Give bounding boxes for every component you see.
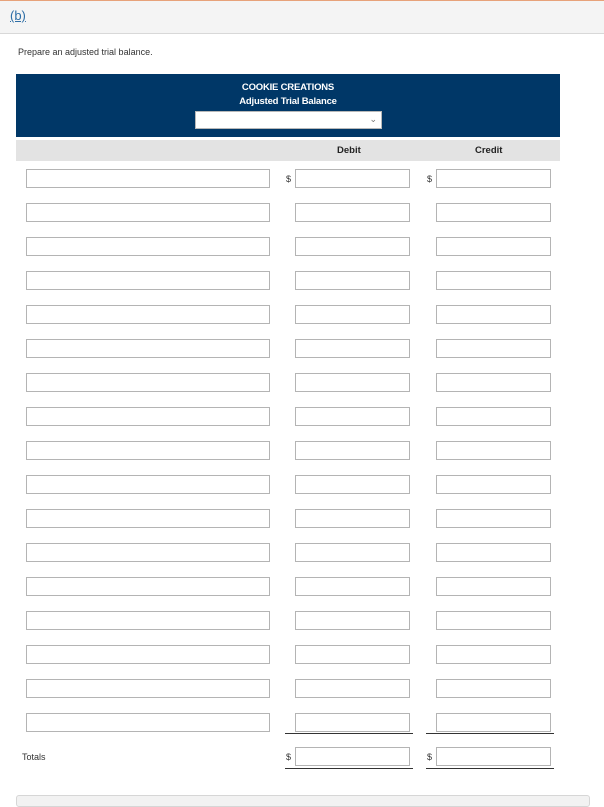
- credit-column-header: Credit: [475, 145, 503, 156]
- debit-amount-input[interactable]: [295, 203, 410, 222]
- debit-amount-input[interactable]: [295, 441, 410, 460]
- debit-amount-input[interactable]: [295, 645, 410, 664]
- credit-amount-input[interactable]: [436, 339, 551, 358]
- debit-amount-input[interactable]: [295, 475, 410, 494]
- column-header-row: [16, 140, 560, 161]
- debit-amount-input[interactable]: [295, 407, 410, 426]
- account-title-input[interactable]: [26, 407, 270, 426]
- top-bar: [0, 0, 604, 34]
- company-name: COOKIE CREATIONS: [241, 82, 335, 93]
- next-section-panel: [16, 795, 590, 807]
- debit-amount-input[interactable]: [295, 611, 410, 630]
- debit-amount-input[interactable]: [295, 543, 410, 562]
- account-title-input[interactable]: [26, 203, 270, 222]
- debit-amount-input[interactable]: [295, 271, 410, 290]
- account-title-input[interactable]: [26, 441, 270, 460]
- debit-amount-input[interactable]: [295, 305, 410, 324]
- credit-amount-input[interactable]: [436, 305, 551, 324]
- debit-amount-input[interactable]: [295, 509, 410, 528]
- credit-amount-input[interactable]: [436, 407, 551, 426]
- credit-sum-line: [426, 733, 554, 734]
- credit-amount-input[interactable]: [436, 271, 551, 290]
- credit-amount-input[interactable]: [436, 203, 551, 222]
- totals-debit-input[interactable]: [295, 747, 410, 766]
- account-title-input[interactable]: [26, 475, 270, 494]
- debit-amount-input[interactable]: [295, 339, 410, 358]
- credit-amount-input[interactable]: [436, 475, 551, 494]
- credit-amount-input[interactable]: [436, 577, 551, 596]
- chevron-down-icon: ⌄: [369, 114, 377, 124]
- account-title-input[interactable]: [26, 271, 270, 290]
- debit-column-header: Debit: [337, 145, 361, 156]
- credit-amount-input[interactable]: [436, 509, 551, 528]
- debit-amount-input[interactable]: [295, 373, 410, 392]
- account-title-input[interactable]: [26, 679, 270, 698]
- debit-amount-input[interactable]: [295, 713, 410, 732]
- debit-amount-input[interactable]: [295, 577, 410, 596]
- credit-dollar-sign: $: [427, 174, 433, 184]
- totals-credit-dollar-sign: $: [427, 752, 433, 762]
- credit-amount-input[interactable]: [436, 713, 551, 732]
- date-dropdown[interactable]: [195, 111, 382, 129]
- credit-amount-input[interactable]: [436, 611, 551, 630]
- account-title-input[interactable]: [26, 237, 270, 256]
- debit-amount-input[interactable]: [295, 679, 410, 698]
- debit-amount-input[interactable]: [295, 169, 410, 188]
- account-title-input[interactable]: [26, 339, 270, 358]
- credit-amount-input[interactable]: [436, 373, 551, 392]
- debit-amount-input[interactable]: [295, 237, 410, 256]
- account-title-input[interactable]: [26, 169, 270, 188]
- credit-amount-input[interactable]: [436, 645, 551, 664]
- account-title-input[interactable]: [26, 577, 270, 596]
- debit-total-underline: [285, 768, 413, 769]
- account-title-input[interactable]: [26, 373, 270, 392]
- account-title-input[interactable]: [26, 509, 270, 528]
- credit-amount-input[interactable]: [436, 237, 551, 256]
- part-b-link[interactable]: (b): [10, 8, 26, 23]
- totals-credit-input[interactable]: [436, 747, 551, 766]
- debit-dollar-sign: $: [286, 174, 292, 184]
- credit-amount-input[interactable]: [436, 441, 551, 460]
- statement-title: Adjusted Trial Balance: [239, 96, 337, 107]
- account-title-input[interactable]: [26, 611, 270, 630]
- credit-total-underline: [426, 768, 554, 769]
- totals-label: Totals: [22, 752, 46, 762]
- totals-debit-dollar-sign: $: [286, 752, 292, 762]
- instruction-text: Prepare an adjusted trial balance.: [18, 47, 153, 57]
- account-title-input[interactable]: [26, 713, 270, 732]
- account-title-input[interactable]: [26, 645, 270, 664]
- account-title-input[interactable]: [26, 543, 270, 562]
- account-title-input[interactable]: [26, 305, 270, 324]
- statement-header: [16, 74, 560, 137]
- credit-amount-input[interactable]: [436, 169, 551, 188]
- credit-amount-input[interactable]: [436, 543, 551, 562]
- credit-amount-input[interactable]: [436, 679, 551, 698]
- debit-sum-line: [285, 733, 413, 734]
